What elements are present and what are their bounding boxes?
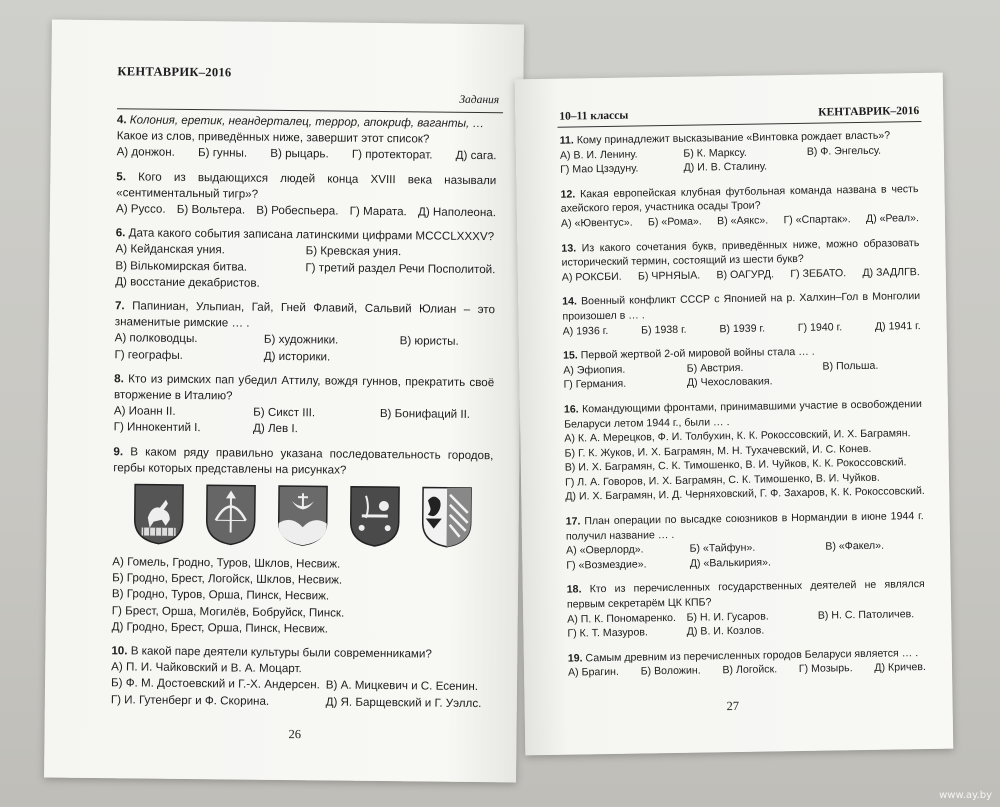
question-5 [116,169,496,222]
option-b: Б) Сикст III. [253,405,316,420]
option-b: Б) К. Марксу. [683,146,747,160]
option-d: Г) Марата. [349,204,407,219]
option-b: Б) Ф. М. Достоевский и Г.-Х. Андерсен. [110,676,320,692]
option-e: Д) сага. [455,149,497,163]
right-page [515,73,954,756]
question-number: 12. [560,188,576,201]
option-b: Б) гунны. [197,146,248,161]
question-7 [114,298,495,367]
answer-options [114,403,494,439]
question-10 [111,643,492,712]
option-c: В) «Аякс». [717,214,769,228]
answer-options [111,659,491,712]
answer-options [560,143,918,178]
question-17 [566,509,925,573]
option-e: Д) историки. [263,349,331,364]
option-e: Д) «Реал». [865,212,919,225]
option-b: Б) «Тайфун». [689,541,756,555]
option-d: Г) «Спартак». [783,213,851,227]
option-a: А) донжон. [116,145,175,160]
question-15 [563,343,922,392]
option-b: Б) 1938 г. [641,323,687,336]
option-c: В) Гродно, Туров, Орша, Пинск, Несвиж. [111,587,330,603]
question-number: 16. [563,403,579,416]
answer-options [563,358,921,393]
option-c: В) Робеспьера. [256,203,339,218]
left-header-section: Задания [459,93,500,107]
option-e: Д) Чехословакия. [686,375,773,390]
option-c: В) Вількомирская битва. [115,258,248,274]
option-e: Д) восстание декабристов. [115,275,260,290]
question-text: Кому принадлежит высказывание «Винтовка рождает власть»? [576,129,891,147]
option-d: Г) К. Т. Мазуров. [567,626,648,640]
option-d: Г) Германия. [563,378,627,391]
question-number: 15. [562,349,578,362]
question-number: 7. [114,299,125,313]
question-text: Первой жертвой 2-ой мировой войны стала … . [580,345,815,362]
coats-of-arms-row [122,480,483,550]
option-a: А) Гомель, Гродно, Туров, Шклов, Несвиж. [112,555,341,571]
left-content [111,112,497,720]
question-8 [114,371,495,440]
question-number: 5. [116,169,127,183]
option-d: Г) Л. А. Говоров, И. Х. Баграмян, С. К. Тимошенко, В. И. Чуйков. [564,471,880,489]
question-text: В каком ряду правильно указана последовательность городов, гербы которых представлены на рисунках? [113,445,494,477]
option-b: Б) ЧРНЯЫА. [637,269,701,283]
option-b: Б) художники. [263,333,339,348]
question-number: 13. [561,242,577,255]
left-page-number: 26 [288,727,302,742]
answer-options [567,607,925,642]
question-text-2: Какое из слов, приведённых ниже, завершит этот список? [116,129,430,146]
option-e: Д) И. В. Сталину. [683,160,768,174]
option-a: А) П. И. Чайковский и В. А. Моцарт. [111,660,302,676]
option-a: А) Брагин. [567,666,619,680]
question-14 [562,289,921,338]
question-text: Кого из выдающихся людей конца XVIII века называли «сентиментальный тигр»? [116,170,497,201]
right-header-title: КЕНТАВРИК–2016 [818,105,920,119]
option-a: А) Эфиопия. [563,363,626,377]
answer-options [566,538,924,573]
question-text: Военный конфликт СССР с Японией на р. Халхин–Гол в Монголии произошел в … . [562,290,921,323]
option-e: Д) Кричев. [874,661,927,675]
crescent-shield-icon [275,483,330,548]
option-a: А) Руссо. [115,202,166,216]
option-d: Г) Брест, Орша, Могилёв, Бобруйск, Пинск. [111,603,345,620]
hammer-shield-icon [347,484,402,549]
option-d: Г) ЗЕБАТО. [790,266,847,280]
answer-options [116,201,496,221]
question-text: Кто из перечисленных государственных деятелей не являлся первым секретарём ЦК КПБ? [566,578,925,611]
question-text: Какая европейская клубная футбольная команда названа в честь ахейского героя, участника осады Трои? [560,182,919,216]
question-11 [560,128,919,177]
right-content [560,128,927,691]
option-e: Д) Лев I. [252,422,298,436]
option-d: Г) третий раздел Речи Посполитой. [305,260,496,276]
question-number: 8. [114,372,124,386]
question-4 [117,112,497,165]
right-header-grade: 10–11 классы [559,109,629,123]
question-6 [115,225,496,294]
option-a: А) П. К. Пономаренко. [567,611,677,626]
question-number: 10. [111,644,128,658]
option-c: В) Н. С. Патоличев. [817,607,915,622]
answer-options [115,242,495,295]
option-d: Г) географы. [114,347,183,362]
option-e: Д) Гродно, Брест, Орша, Пинск, Несвиж. [111,620,329,636]
option-c: В) А. Мицкевич и С. Есенин. [325,678,479,694]
option-c: В) Ф. Энгельсу. [806,144,882,158]
question-number: 9. [113,444,124,458]
question-text: Папиниан, Ульпиан, Гай, Гней Флавий, Сальвий Юлиан – это знаменитые римские … . [114,299,496,330]
right-page-number: 27 [726,698,740,714]
option-b: Б) Воложин. [640,664,701,678]
question-12 [560,182,919,231]
bow-arrow-shield-icon [203,482,258,547]
option-e: Д) В. И. Козлов. [686,624,765,638]
option-d: Г) «Возмездие». [566,558,647,572]
option-c: В) 1939 г. [719,322,766,335]
deer-shield-icon [131,481,186,546]
right-header-rule [557,121,921,128]
option-c: В) рыцарь. [270,147,329,161]
question-16 [564,397,924,505]
answer-options [114,331,494,367]
option-e: Д) Я. Барщевский и Г. Уэллс. [325,695,482,710]
option-e: Д) 1941 г. [874,319,921,333]
question-text: Дата какого события записана латинскими цифрами MCCCLXXXV? [128,226,495,244]
question-number: 11. [559,134,574,147]
question-19 [568,646,926,681]
option-b: Б) Вольтера. [176,202,246,217]
option-e: Д) Наполеона. [417,205,497,220]
left-page [44,20,524,783]
option-b: Б) «Рома». [647,215,702,229]
option-c: В) «Факел». [825,539,885,553]
watermark: www.ay.by [939,790,992,801]
option-a: А) К. А. Мерецков, Ф. И. Толбухин, К. К. Рокоссовский, И. Х. Баграмян. [564,427,911,445]
option-a: А) В. И. Ленину. [559,148,638,162]
option-a: А) полководцы. [114,331,198,346]
question-text: В какой паре деятели культуры были современниками? [130,644,432,661]
question-number: 6. [115,226,126,240]
option-b: Б) Кревская уния. [305,244,402,259]
question-text: Из какого сочетания букв, приведённых ниже, можно образовать исторический термин, состоящий из шести букв? [561,236,920,269]
option-e: Д) И. Х. Баграмян, И. Д. Черняховский, Г. Ф. Захаров, К. К. Рокоссовский. [565,485,925,504]
question-9 [112,444,494,639]
option-e: Д) ЗАДЛГВ. [862,265,920,279]
question-18 [567,577,926,641]
question-text: Кто из римских пап убедил Аттилу, вождя гуннов, прекратить своё вторжение в Италию? [113,372,495,403]
option-d: Г) 1940 г. [797,320,843,334]
question-text: План операции по высадке союзников в Нормандии в июне 1944 г. получил название … . [565,510,924,543]
option-d: Г) протекторат. [351,148,433,162]
option-a: А) РОКСБИ. [561,270,622,284]
question-text: Командующими фронтами, принимавшими участие в освобождении Беларуси летом 1944 г., были … . [564,397,922,431]
option-c: В) И. Х. Баграмян, С. К. Тимошенко, В. И. Чуйков, К. К. Рокоссовский. [564,456,907,474]
answer-options [112,554,493,639]
option-b: Б) Австрия. [686,361,744,375]
option-a: А) Иоанн II. [113,404,176,419]
option-d: Г) Мао Цзэдуну. [560,162,639,176]
question-number: 4. [116,113,127,127]
option-c: В) юристы. [399,334,459,349]
question-number: 18. [566,583,582,597]
option-e: Д) «Валькирия». [689,556,772,570]
eagle-shield-icon [419,484,474,549]
question-number: 17. [565,515,581,528]
option-c: В) Бонифаций II. [379,407,471,422]
left-header-title: КЕНТАВРИК–2016 [117,64,232,80]
option-d: Г) Мозырь. [798,662,853,676]
question-text: Самым древним из перечисленных городов Беларуси является … . [585,646,919,665]
option-d: Г) И. Гутенберг и Ф. Скорина. [110,692,270,708]
question-number: 19. [567,652,583,665]
option-b: Б) Н. И. Гусаров. [686,610,769,624]
question-number: 14. [562,295,578,309]
option-b: Б) Гродно, Брест, Логойск, Шклов, Несвиж. [112,571,343,587]
option-c: В) ОАГУРД. [716,268,775,282]
question-13 [561,236,920,285]
option-b: Б) Г. К. Жуков, И. Х. Баграмян, М. Н. Тухачевский, И. С. Конев. [564,442,872,460]
option-a: А) «Ювентус». [560,216,633,230]
option-c: В) Логойск. [722,663,778,677]
option-d: Г) Иннокентий I. [113,420,201,435]
option-a: А) 1936 г. [562,324,609,338]
option-a: А) «Оверлорд». [566,543,644,557]
answer-options [564,426,923,505]
answer-options [117,145,497,165]
option-c: В) Польша. [822,359,879,373]
question-text: Колония, еретик, неандерталец, террор, апокриф, ваганты, … [129,113,485,131]
option-a: А) Кейданская уния. [115,242,226,257]
